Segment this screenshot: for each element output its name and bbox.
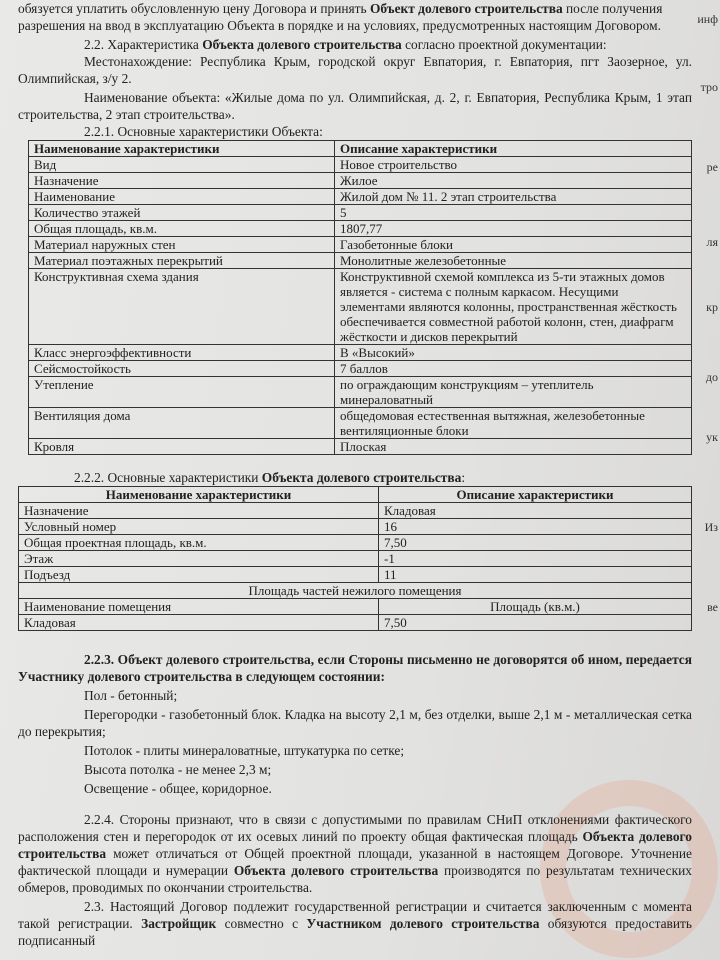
characteristic-value: 7 баллов xyxy=(335,361,692,377)
text-bold: Объекта долевого строительства xyxy=(233,863,439,878)
text: : xyxy=(461,470,466,485)
characteristic-name: Материал поэтажных перекрытий xyxy=(29,253,335,269)
characteristic-name: Общая проектная площадь, кв.м. xyxy=(19,535,379,551)
characteristic-name: Сейсмостойкость xyxy=(29,361,335,377)
section-2-2-3 xyxy=(18,651,692,797)
characteristic-value: 16 xyxy=(379,519,692,535)
column-header: Наименование помещения xyxy=(19,599,379,615)
characteristic-name: Конструктивная схема здания xyxy=(29,269,335,345)
text-bold: Застройщик xyxy=(141,916,217,931)
characteristic-name: Кровля xyxy=(29,439,335,455)
edge-fragment: ре xyxy=(706,160,718,174)
section-2-2-4 xyxy=(18,811,692,949)
characteristic-value: 11 xyxy=(379,567,692,583)
table-header-row xyxy=(19,487,692,503)
table-row xyxy=(29,205,692,221)
column-header: Наименование характеристики xyxy=(29,141,335,157)
condition-item: Освещение - общее, коридорное. xyxy=(84,781,272,796)
table-row xyxy=(19,519,692,535)
section-2-2 xyxy=(18,36,692,140)
characteristic-value: Монолитные железобетонные xyxy=(335,253,692,269)
characteristic-name: Этаж xyxy=(19,551,379,567)
text: 2.2.4. Стороны признают, что в связи с допустимыми по правилам СНиП отклонениями фактического расположения стен и перегородок от их осевых линий по проекту общая фактическая площадь xyxy=(18,812,692,844)
room-area: 7,50 xyxy=(379,615,692,631)
characteristic-value: В «Высокий» xyxy=(335,345,692,361)
characteristic-value: Кладовая xyxy=(379,503,692,519)
table-row xyxy=(29,269,692,345)
characteristic-name: Материал наружных стен xyxy=(29,237,335,253)
unit-characteristics-table xyxy=(18,486,692,631)
characteristic-value: 5 xyxy=(335,205,692,221)
text: согласно проектной документации: xyxy=(401,37,607,52)
table-row xyxy=(29,361,692,377)
table-row xyxy=(19,535,692,551)
subheading-2-2-2 xyxy=(18,469,692,486)
text: совместно с xyxy=(216,916,307,931)
text: 2.3. Настоящий Договор подлежит государственной регистрации и считается заключенным с момента такой регистрации. xyxy=(18,899,692,931)
characteristic-name: Назначение xyxy=(29,173,335,189)
characteristic-value: Жилое xyxy=(335,173,692,189)
text: обязуется уплатить обусловленную цену Договора и принять xyxy=(18,1,370,16)
condition-item: Перегородки - газобетонный блок. Кладка на высоту 2,1 м, без отделки, выше 2,1 м - металлическая сетка до перекрытия; xyxy=(18,707,692,739)
table-row xyxy=(19,503,692,519)
subheading-2-2-1: 2.2.1. Основные характеристики Объекта: xyxy=(84,124,323,139)
object-characteristics-table xyxy=(28,140,692,455)
characteristic-value: по ограждающим конструкциям – утеплитель минераловатный xyxy=(335,377,692,408)
characteristic-name: Подъезд xyxy=(19,567,379,583)
location-text: Местонахождение: Республика Крым, городской округ Евпатория, г. Евпатория, пгт Заозерное, ул. Олимпийская, з/у 2. xyxy=(18,54,692,86)
text-bold: Объекта долевого строительства xyxy=(261,470,462,485)
edge-fragment: тро xyxy=(700,80,718,94)
text-bold: Объекта долевого строительства xyxy=(18,829,692,861)
condition-item: Пол - бетонный; xyxy=(84,688,178,703)
characteristic-name: Общая площадь, кв.м. xyxy=(29,221,335,237)
characteristic-value: Газобетонные блоки xyxy=(335,237,692,253)
text-bold: Объект долевого строительства xyxy=(370,1,563,16)
condition-item: Потолок - плиты минераловатные, штукатурка по сетке; xyxy=(84,743,405,758)
edge-fragment: кр xyxy=(706,300,718,314)
table-row xyxy=(19,567,692,583)
table-subcolumns-row xyxy=(19,599,692,615)
table-row xyxy=(29,377,692,408)
table-row xyxy=(19,551,692,567)
column-header: Описание характеристики xyxy=(379,487,692,503)
edge-fragment: Из xyxy=(704,520,718,534)
column-header: Наименование характеристики xyxy=(19,487,379,503)
characteristic-value: Плоская xyxy=(335,439,692,455)
table-row xyxy=(29,237,692,253)
table-row xyxy=(29,221,692,237)
characteristic-name: Назначение xyxy=(19,503,379,519)
text: 2.2.2. Основные характеристики xyxy=(74,470,262,485)
table-row xyxy=(29,173,692,189)
characteristic-name: Класс энергоэффективности xyxy=(29,345,335,361)
table-row xyxy=(29,345,692,361)
characteristic-value: Жилой дом № 11. 2 этап строительства xyxy=(335,189,692,205)
condition-item: Высота потолка - не менее 2,3 м; xyxy=(84,762,272,777)
characteristic-name: Количество этажей xyxy=(29,205,335,221)
text: после получения xyxy=(562,1,663,16)
column-header: Описание характеристики xyxy=(335,141,692,157)
characteristic-value: 1807,77 xyxy=(335,221,692,237)
edge-fragment: инф xyxy=(697,12,718,26)
edge-fragment: ук xyxy=(706,430,718,444)
table-row xyxy=(29,408,692,439)
table-row xyxy=(19,615,692,631)
characteristic-name: Вид xyxy=(29,157,335,173)
room-name: Кладовая xyxy=(19,615,379,631)
table-subheader-row xyxy=(19,583,692,599)
characteristic-value: -1 xyxy=(379,551,692,567)
characteristic-value: общедомовая естественная вытяжная, железобетонные вентиляционные блоки xyxy=(335,408,692,439)
text: производятся по результатам технических обмеров, проводимых по окончании строительства. xyxy=(18,863,692,895)
characteristic-name: Утепление xyxy=(29,377,335,408)
object-name-text: Наименование объекта: «Жилые дома по ул. Олимпийская, д. 2, г. Евпатория, Республика Крым, 1 этап строительства, 2 этап строительства». xyxy=(18,90,692,122)
characteristic-value: Новое строительство xyxy=(335,157,692,173)
column-header: Площадь (кв.м.) xyxy=(379,599,692,615)
characteristic-value: Конструктивной схемой комплекса из 5-ти этажных домов является - система с полным каркасом. Несущими элементами являются колонны, пространственная жёсткость обеспечивается совместной работой колонн, стен, диафрагм жёсткости и дисков перекрытий xyxy=(335,269,692,345)
intro-paragraph xyxy=(18,0,692,34)
text-bold: Участником долевого строительства xyxy=(306,916,540,931)
edge-fragment: до xyxy=(705,370,718,384)
table-header-row xyxy=(29,141,692,157)
text: разрешения на ввод в эксплуатацию Объекта в порядке и на условиях, предусмотренных настоящим Договором. xyxy=(18,18,661,33)
characteristic-name: Условный номер xyxy=(19,519,379,535)
text-bold: Объекта долевого строительства xyxy=(202,37,402,52)
subheader: Площадь частей нежилого помещения xyxy=(19,583,692,599)
table-row xyxy=(29,189,692,205)
text: 2.2. Характеристика xyxy=(84,37,203,52)
table-row xyxy=(29,157,692,173)
edge-fragment: ля xyxy=(706,235,718,249)
text: может отличаться от Общей проектной площади, указанной в настоящем Договоре. Уточнение фактической площади и нумерации xyxy=(18,846,692,878)
characteristic-name: Наименование xyxy=(29,189,335,205)
characteristic-name: Вентиляция дома xyxy=(29,408,335,439)
section-heading: 2.2.3. Объект долевого строительства, если Стороны письменно не договорятся об ином, передается Участнику долевого строительства в следующем состоянии: xyxy=(18,652,692,684)
characteristic-value: 7,50 xyxy=(379,535,692,551)
table-row xyxy=(29,253,692,269)
edge-fragment: ве xyxy=(707,600,718,614)
text: обязуются предоставить подписанный xyxy=(18,916,692,948)
table-row xyxy=(29,439,692,455)
